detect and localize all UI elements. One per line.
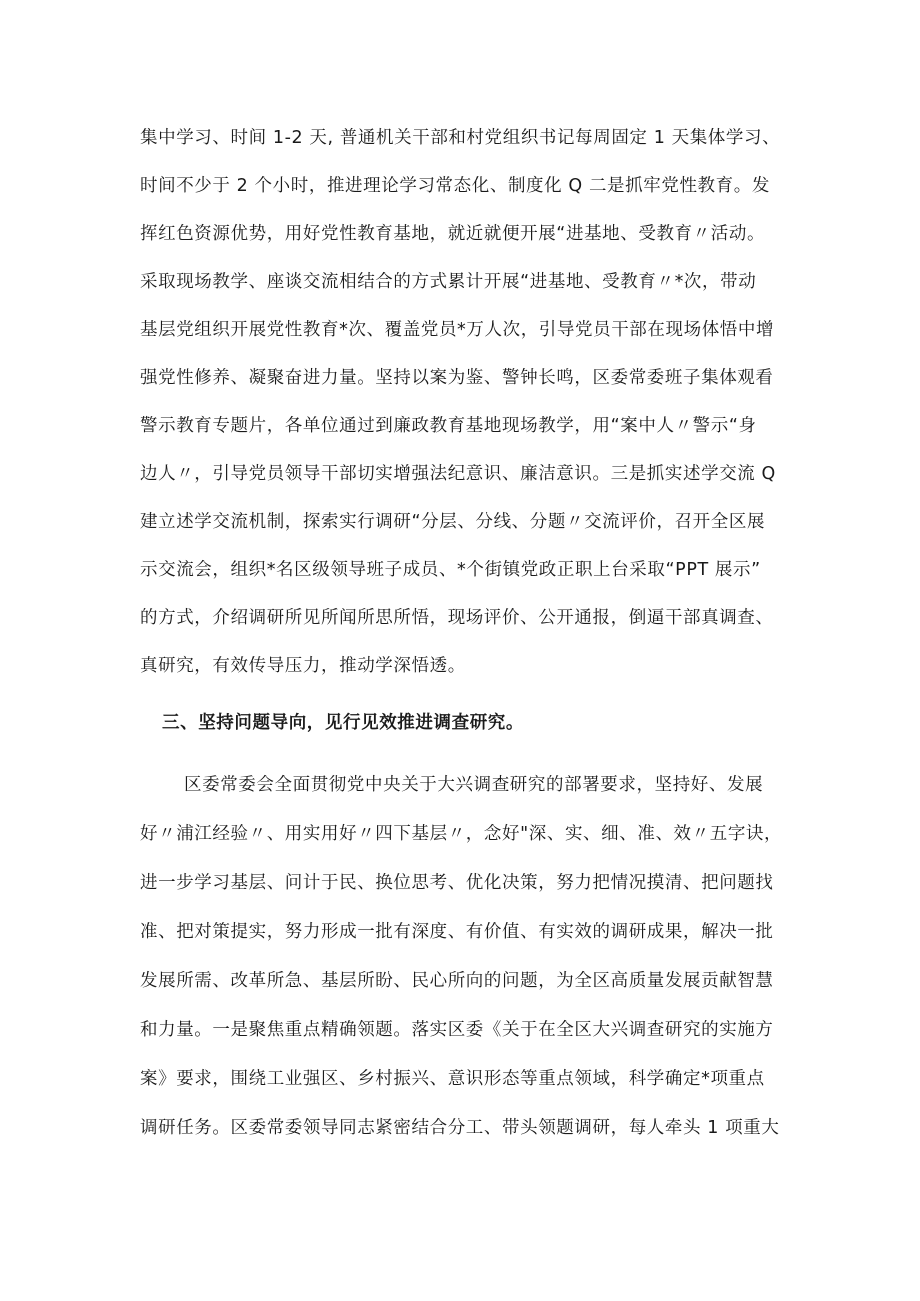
text-line: 和力量。一是聚焦重点精确领题。落实区委《关于在全区大兴调查研究的实施方	[140, 1020, 774, 1040]
text-line: 警示教育专题片，各单位通过到廉政教育基地现场教学，用“案中人〃警示“身	[140, 416, 757, 436]
text-line: 强党性修养、凝聚奋进力量。坚持以案为鉴、警钟长鸣，区委常委班子集体观看	[140, 368, 774, 388]
text-line: 基层党组织开展党性教育*次、覆盖党员*万人次，引导党员干部在现场体悟中增	[140, 320, 775, 340]
text-line: 好〃浦江经验〃、用实用好〃四下基层〃，念好"深、实、细、准、效〃五字诀，	[140, 824, 783, 844]
text-line: 建立述学交流机制，探索实行调研“分层、分线、分题〃交流评价，召开全区展	[140, 512, 766, 532]
text-line: 准、把对策提实，努力形成一批有深度、有价值、有实效的调研成果，解决一批	[140, 922, 774, 942]
text-line: 集中学习、时间 1-2 天, 普通机关干部和村党组织书记每周固定 1 天集体学习、	[140, 128, 781, 148]
text-line: 挥红色资源优势，用好党性教育基地，就近就便开展“进基地、受教育〃活动。	[140, 224, 766, 244]
text-line: 时间不少于 2 个小时，推进理论学习常态化、制度化 Q 二是抓牢党性教育。发	[140, 176, 770, 196]
text-line: 的方式，介绍调研所见所闻所思所悟，现场评价、公开通报，倒逼干部真调查、	[140, 608, 774, 628]
text-line: 调研任务。区委常委领导同志紧密结合分工、带头领题调研，每人牵头 1 项重大	[140, 1118, 780, 1138]
text-line: 采取现场教学、座谈交流相结合的方式累计开展“进基地、受教育〃*次，带动	[140, 272, 757, 292]
text-line: 真研究，有效传导压力，推动学深悟透。	[140, 656, 466, 676]
section-heading: 三、坚持问题导向，见行见效推进调查研究。	[162, 713, 524, 733]
text-line: 边人〃，引导党员领导干部切实增强法纪意识、廉洁意识。三是抓实述学交流 Q	[140, 464, 776, 484]
text-line: 区委常委会全面贯彻党中央关于大兴调查研究的部署要求，坚持好、发展	[184, 775, 764, 795]
text-line: 进一步学习基层、问计于民、换位思考、优化决策，努力把情况摸清、把问题找	[140, 873, 774, 893]
text-line: 发展所需、改革所急、基层所盼、民心所向的问题，为全区高质量发展贡献智慧	[140, 971, 774, 991]
text-line: 案》要求，围绕工业强区、乡村振兴、意识形态等重点领域，科学确定*项重点	[140, 1069, 765, 1089]
text-line: 示交流会，组织*名区级领导班子成员、*个街镇党政正职上台采取“PPT 展示”	[140, 560, 761, 580]
